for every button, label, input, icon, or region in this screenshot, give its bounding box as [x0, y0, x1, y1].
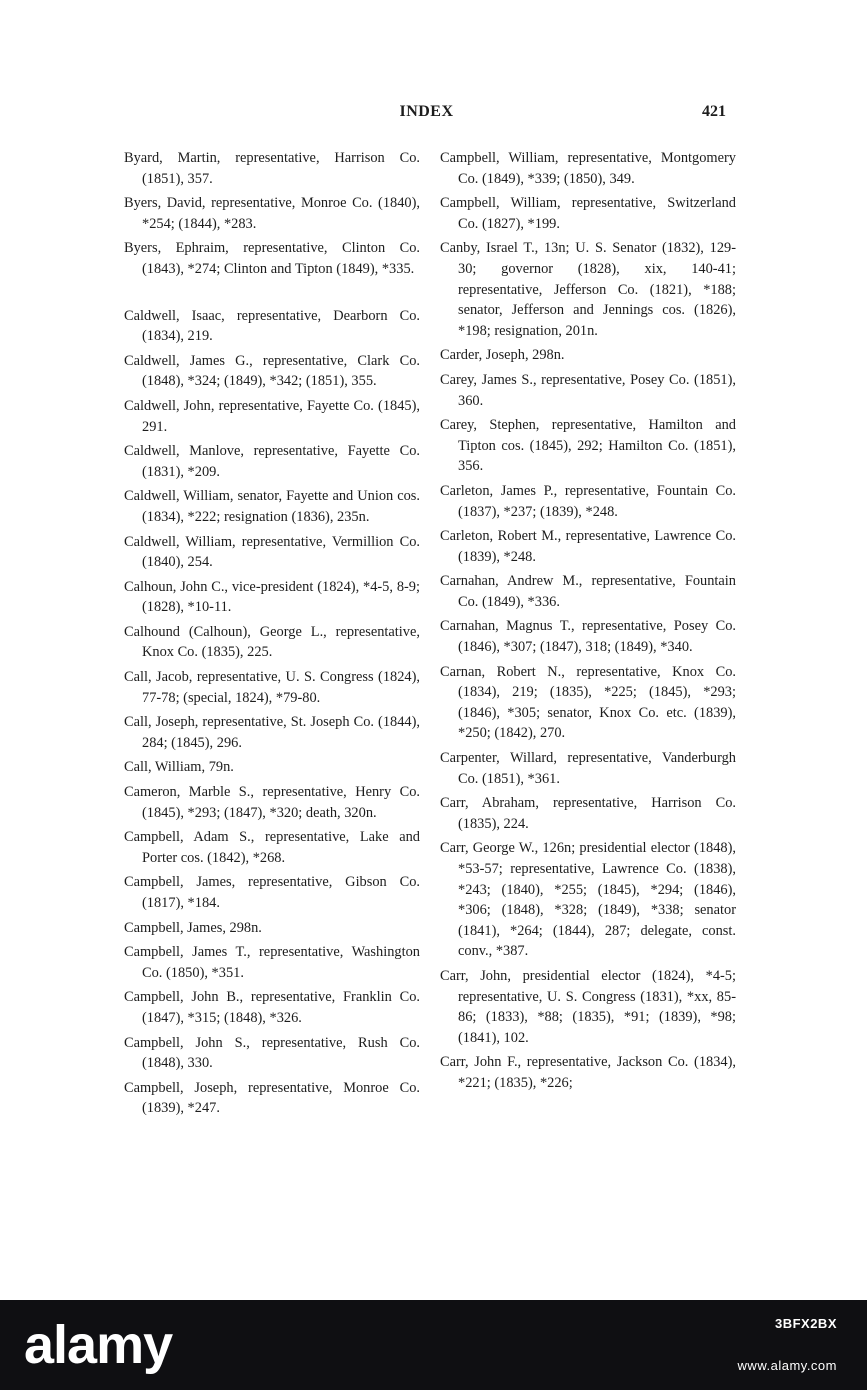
- index-entry: Campbell, John S., representative, Rush Co. (1848), 330.: [124, 1034, 420, 1072]
- index-entry: Carnahan, Magnus T., representative, Posey Co. (1846), *307; (1847), 318; (1849), *340.: [440, 618, 736, 656]
- index-entry: Carpenter, Willard, representative, Vanderburgh Co. (1851), *361.: [440, 750, 736, 787]
- index-entry: Caldwell, Isaac, representative, Dearborn Co. (1834), 219.: [124, 307, 420, 345]
- index-entry: Calhound (Calhoun), George L., representative, Knox Co. (1835), 225.: [124, 623, 420, 661]
- index-entry: Canby, Israel T., 13n; U. S. Senator (1832), 129-30; governor (1828), xix, 140-41; representative, Jefferson Co. (1821), *188; senator, Jefferson and Jennings cos. (1826), *198; resignation, 201n.: [440, 240, 736, 339]
- index-entry: Carleton, James P., representative, Fountain Co. (1837), *237; (1839), *248.: [440, 482, 736, 520]
- index-entry: Campbell, John B., representative, Franklin Co. (1847), *315; (1848), *326.: [124, 989, 420, 1026]
- index-entry: Call, Jacob, representative, U. S. Congress (1824), 77-78; (special, 1824), *79-80.: [124, 669, 420, 706]
- index-entry: Caldwell, Manlove, representative, Fayette Co. (1831), *209.: [124, 443, 420, 480]
- index-entry: Carr, John F., representative, Jackson Co. (1834), *221; (1835), *226;: [440, 1054, 736, 1091]
- index-entry: Calhoun, John C., vice-president (1824), *4-5, 8-9; (1828), *10-11.: [124, 578, 420, 616]
- index-entry: Carnahan, Andrew M., representative, Fountain Co. (1849), *336.: [440, 573, 736, 610]
- index-entry: Carnan, Robert N., representative, Knox Co. (1834), 219; (1835), *225; (1845), *293; (1846), *305; senator, Knox Co. etc. (1839), *250; (1842), 270.: [440, 663, 736, 742]
- page-number: 421: [702, 103, 726, 120]
- alamy-logo: alamy: [24, 1315, 173, 1375]
- section-divider: [124, 284, 420, 306]
- index-entry: Carr, Abraham, representative, Harrison Co. (1835), 224.: [440, 795, 736, 832]
- index-entry: Call, Joseph, representative, St. Joseph Co. (1844), 284; (1845), 296.: [124, 714, 420, 751]
- index-entry: Carr, John, presidential elector (1824), *4-5; representative, U. S. Congress (1831), *xx, 85-86; (1833), *88; (1835), *91; (1839), *98; (1841), 102.: [440, 967, 736, 1046]
- index-entry: Caldwell, William, senator, Fayette and Union cos. (1834), *222; resignation (1836), 235n.: [124, 488, 420, 525]
- index-entry: Campbell, Adam S., representative, Lake and Porter cos. (1842), *268.: [124, 829, 420, 866]
- index-entry: Carr, George W., 126n; presidential elector (1848), *53-57; representative, Lawrence Co. (1838), *243; (1840), *255; (1845), *294; (1846), *306; (1848), *328; (1849), *338; senator (1841), *264; (1844), 287; delegate, const. conv., *387.: [440, 840, 736, 960]
- index-entry: Campbell, William, representative, Switzerland Co. (1827), *199.: [440, 195, 736, 232]
- index-entry: Campbell, James T., representative, Washington Co. (1850), *351.: [124, 944, 420, 981]
- watermark-url: www.alamy.com: [737, 1358, 837, 1373]
- page-title: INDEX: [399, 103, 454, 120]
- index-entry: Byers, Ephraim, representative, Clinton Co. (1843), *274; Clinton and Tipton (1849), *335.: [124, 240, 420, 277]
- index-entry: Byard, Martin, representative, Harrison Co. (1851), 357.: [124, 150, 420, 187]
- index-entry: Carder, Joseph, 298n.: [440, 347, 565, 364]
- index-entry: Cameron, Marble S., representative, Henry Co. (1845), *293; (1847), *320; death, 320n.: [124, 784, 420, 821]
- index-column-right: [440, 148, 736, 1098]
- stock-watermark-banner: [0, 1300, 867, 1390]
- index-entry: Caldwell, John, representative, Fayette Co. (1845), 291.: [124, 397, 420, 435]
- index-entry: Caldwell, James G., representative, Clark Co. (1848), *324; (1849), *342; (1851), 355.: [124, 352, 420, 390]
- index-entry: Byers, David, representative, Monroe Co. (1840), *254; (1844), *283.: [124, 195, 420, 232]
- image-code: 3BFX2BX: [774, 1316, 837, 1331]
- index-column-left: [124, 148, 420, 1123]
- index-entry: Carleton, Robert M., representative, Lawrence Co. (1839), *248.: [440, 528, 736, 565]
- index-entry: Call, William, 79n.: [124, 759, 234, 776]
- index-entry: Campbell, William, representative, Montgomery Co. (1849), *339; (1850), 349.: [440, 150, 736, 187]
- index-entry: Campbell, James, 298n.: [124, 919, 262, 936]
- index-entry: Campbell, Joseph, representative, Monroe Co. (1839), *247.: [124, 1079, 420, 1117]
- index-entry: Carey, Stephen, representative, Hamilton and Tipton cos. (1845), 292; Hamilton Co. (1851), 356.: [440, 417, 736, 475]
- index-entry: Campbell, James, representative, Gibson Co. (1817), *184.: [124, 874, 420, 911]
- index-entry: Caldwell, William, representative, Vermillion Co. (1840), 254.: [124, 533, 420, 571]
- index-entry: Carey, James S., representative, Posey Co. (1851), 360.: [440, 371, 736, 409]
